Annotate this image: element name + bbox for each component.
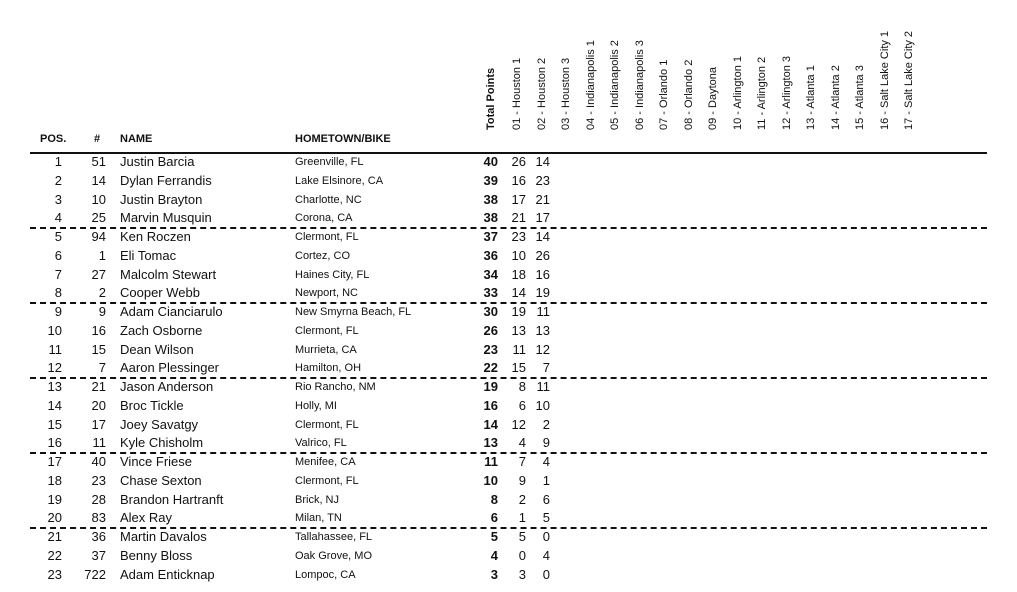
position-cell: 6	[54, 247, 62, 263]
total-points-cell: 6	[490, 510, 498, 526]
header-round-label: 10 - Arlington 1	[731, 56, 744, 130]
round-1-points-cell: 7	[518, 454, 526, 469]
table-row	[0, 453, 1017, 471]
table-row	[0, 266, 1017, 284]
number-cell: 94	[91, 229, 106, 244]
table-row	[0, 322, 1017, 340]
round-2-points-cell: 7	[542, 360, 550, 376]
position-cell: 22	[47, 547, 62, 563]
round-2-points-cell: 16	[535, 266, 550, 282]
header-round	[830, 12, 844, 142]
hometown-cell: Charlotte, NC	[295, 193, 362, 206]
round-1-points-cell: 23	[511, 229, 526, 244]
position-cell: 9	[54, 304, 62, 319]
round-2-points-cell: 5	[542, 510, 550, 526]
table-row	[0, 491, 1017, 509]
total-points-cell: 23	[483, 341, 498, 357]
table-row	[0, 416, 1017, 434]
number-cell: 28	[91, 491, 106, 507]
number-cell: 36	[91, 529, 106, 544]
table-row	[0, 284, 1017, 302]
round-2-points-cell: 12	[535, 341, 550, 357]
header-round	[854, 12, 868, 142]
header-pos: POS.	[40, 133, 67, 145]
position-cell: 17	[47, 454, 62, 469]
header-round-label: 07 - Orlando 1	[658, 59, 670, 130]
header-round-label: 09 - Daytona	[707, 67, 719, 130]
header-round-label: 01 - Houston 1	[511, 57, 523, 130]
round-2-points-cell: 2	[542, 416, 550, 432]
total-points-cell: 8	[490, 491, 498, 507]
number-cell: 16	[91, 322, 106, 338]
table-row	[0, 547, 1017, 565]
header-round	[756, 12, 770, 142]
hometown-cell: Newport, NC	[295, 287, 358, 300]
table-row	[0, 434, 1017, 452]
round-1-points-cell: 3	[518, 566, 526, 582]
total-points-cell: 30	[483, 304, 498, 319]
round-2-points-cell: 4	[542, 454, 550, 469]
header-round	[732, 12, 746, 142]
rider-name-cell: Adam Cianciarulo	[120, 304, 223, 319]
hometown-cell: Haines City, FL	[295, 268, 370, 281]
round-2-points-cell: 4	[542, 547, 550, 563]
round-1-points-cell: 5	[518, 529, 526, 544]
position-cell: 2	[54, 172, 62, 188]
header-round	[609, 12, 623, 142]
round-1-points-cell: 21	[511, 210, 526, 226]
round-1-points-cell: 15	[511, 360, 526, 376]
hometown-cell: Clermont, FL	[295, 474, 359, 487]
round-1-points-cell: 17	[511, 191, 526, 207]
header-round	[781, 12, 795, 142]
hometown-cell: Greenville, FL	[295, 156, 364, 168]
position-cell: 12	[47, 360, 62, 376]
total-points-cell: 40	[483, 154, 498, 169]
total-points-cell: 11	[484, 454, 498, 469]
round-2-points-cell: 9	[542, 435, 550, 451]
rider-name-cell: Chase Sexton	[120, 472, 202, 488]
round-1-points-cell: 19	[511, 304, 526, 319]
table-row	[0, 191, 1017, 209]
hometown-cell: Brick, NJ	[295, 493, 339, 506]
rider-name-cell: Kyle Chisholm	[120, 435, 204, 451]
table-row	[0, 378, 1017, 396]
total-points-cell: 34	[483, 266, 498, 282]
header-round-label: 05 - Indianapolis 2	[609, 40, 621, 130]
rider-name-cell: Malcolm Stewart	[120, 266, 217, 282]
total-points-cell: 38	[483, 210, 498, 226]
position-cell: 16	[47, 435, 62, 451]
hometown-cell: Cortez, CO	[295, 249, 351, 262]
header-round-label: 08 - Orlando 2	[682, 59, 695, 130]
position-cell: 8	[54, 285, 62, 301]
round-2-points-cell: 6	[542, 491, 550, 507]
round-1-points-cell: 13	[511, 322, 526, 338]
total-points-cell: 4	[490, 547, 498, 563]
round-2-points-cell: 19	[535, 285, 550, 301]
hometown-cell: Corona, CA	[295, 212, 353, 225]
header-round	[707, 12, 721, 142]
number-cell: 25	[91, 210, 106, 226]
header-round	[536, 12, 550, 142]
position-cell: 3	[54, 191, 62, 207]
table-row	[0, 228, 1017, 246]
round-1-points-cell: 6	[518, 397, 526, 413]
header-round	[560, 12, 574, 142]
table-row	[0, 472, 1017, 490]
round-1-points-cell: 4	[518, 435, 526, 451]
hometown-cell: Lake Elsinore, CA	[295, 174, 384, 187]
number-cell: 23	[91, 472, 106, 488]
hometown-cell: Hamilton, OH	[295, 362, 362, 375]
rider-name-cell: Benny Bloss	[120, 547, 193, 563]
position-cell: 20	[47, 510, 62, 526]
round-1-points-cell: 2	[518, 491, 526, 507]
header-round	[511, 12, 525, 142]
total-points-cell: 3	[490, 566, 498, 582]
round-1-points-cell: 11	[512, 341, 526, 357]
header-round	[683, 12, 697, 142]
number-cell: 9	[98, 304, 106, 319]
rider-name-cell: Cooper Webb	[120, 285, 200, 301]
rider-name-cell: Joey Savatgy	[120, 416, 199, 432]
header-round-label: 16 - Salt Lake City 1	[878, 30, 891, 130]
rider-name-cell: Aaron Plessinger	[120, 360, 219, 376]
number-cell: 15	[91, 341, 106, 357]
header-round	[805, 12, 819, 142]
hometown-cell: Clermont, FL	[295, 324, 359, 337]
round-1-points-cell: 16	[511, 172, 526, 188]
rider-name-cell: Dean Wilson	[120, 341, 194, 357]
round-1-points-cell: 14	[511, 285, 526, 301]
header-round	[879, 12, 893, 142]
rider-name-cell: Vince Friese	[120, 454, 193, 469]
header-round-label: 14 - Atlanta 2	[829, 65, 842, 130]
rider-name-cell: Broc Tickle	[120, 397, 184, 413]
rider-name-cell: Adam Enticknap	[120, 566, 215, 582]
total-points-cell: 13	[483, 435, 498, 451]
round-1-points-cell: 1	[518, 510, 526, 526]
table-row	[0, 397, 1017, 415]
total-points-cell: 19	[483, 379, 498, 394]
total-points-cell: 39	[483, 172, 498, 188]
round-2-points-cell: 26	[535, 247, 550, 263]
hometown-cell: Lompoc, CA	[295, 568, 356, 581]
round-2-points-cell: 13	[535, 322, 550, 338]
header-hometown: HOMETOWN/BIKE	[295, 133, 391, 145]
hometown-cell: Tallahassee, FL	[295, 531, 373, 543]
total-points-cell: 22	[483, 360, 498, 376]
hometown-cell: Oak Grove, MO	[295, 549, 373, 562]
round-2-points-cell: 11	[536, 379, 550, 394]
total-points-cell: 36	[483, 247, 498, 263]
header-round-label: 13 - Atlanta 1	[805, 65, 817, 130]
round-1-points-cell: 9	[518, 472, 526, 488]
header-round	[658, 12, 672, 142]
rider-name-cell: Eli Tomac	[120, 247, 177, 263]
total-points-cell: 14	[483, 416, 498, 432]
number-cell: 27	[91, 266, 106, 282]
table-row	[0, 341, 1017, 359]
hometown-cell: Murrieta, CA	[295, 343, 357, 356]
round-2-points-cell: 21	[535, 191, 550, 207]
rider-name-cell: Justin Barcia	[120, 154, 195, 169]
round-2-points-cell: 14	[535, 154, 550, 169]
position-cell: 15	[47, 416, 62, 432]
round-2-points-cell: 10	[535, 397, 550, 413]
round-2-points-cell: 23	[535, 172, 550, 188]
number-cell: 722	[84, 566, 106, 582]
header-round-label: 15 - Atlanta 3	[854, 65, 866, 130]
round-1-points-cell: 10	[511, 247, 526, 263]
rider-name-cell: Marvin Musquin	[120, 210, 212, 226]
round-1-points-cell: 12	[511, 416, 526, 432]
rider-name-cell: Zach Osborne	[120, 322, 203, 338]
position-cell: 23	[47, 566, 62, 582]
number-cell: 83	[91, 510, 106, 526]
round-1-points-cell: 0	[518, 547, 526, 563]
number-cell: 11	[92, 435, 106, 451]
position-cell: 5	[54, 229, 62, 244]
total-points-cell: 16	[483, 397, 498, 413]
header-round	[903, 12, 917, 142]
table-row	[0, 528, 1017, 546]
table-row	[0, 247, 1017, 265]
header-round	[585, 12, 599, 142]
table-row	[0, 566, 1017, 584]
position-cell: 13	[47, 379, 62, 394]
table-row	[0, 303, 1017, 321]
total-points-cell: 38	[483, 191, 498, 207]
header-round-label: 02 - Houston 2	[535, 57, 548, 130]
round-2-points-cell: 14	[535, 229, 550, 244]
rider-name-cell: Alex Ray	[120, 510, 173, 526]
total-points-cell: 37	[483, 229, 498, 244]
position-cell: 4	[54, 210, 62, 226]
round-2-points-cell: 11	[536, 304, 550, 319]
number-cell: 40	[91, 454, 106, 469]
round-2-points-cell: 0	[542, 529, 550, 544]
header-round-label: 17 - Salt Lake City 2	[903, 30, 915, 130]
table-row	[0, 153, 1017, 171]
hometown-cell: Milan, TN	[295, 512, 342, 525]
number-cell: 7	[98, 360, 106, 376]
position-cell: 7	[54, 266, 62, 282]
rider-name-cell: Jason Anderson	[120, 379, 214, 394]
number-cell: 51	[91, 154, 106, 169]
total-points-cell: 5	[490, 529, 498, 544]
rider-name-cell: Dylan Ferrandis	[120, 172, 212, 188]
total-points-cell: 33	[483, 285, 498, 301]
number-cell: 10	[91, 191, 106, 207]
header-round-label: 03 - Houston 3	[560, 57, 572, 130]
round-1-points-cell: 8	[518, 379, 526, 394]
table-row	[0, 209, 1017, 227]
position-cell: 11	[48, 341, 62, 357]
header-round-label: 06 - Indianapolis 3	[633, 40, 646, 130]
hometown-cell: Clermont, FL	[295, 231, 359, 243]
header-round-label: 11 - Arlington 2	[756, 56, 768, 130]
hometown-cell: Clermont, FL	[295, 418, 359, 431]
hometown-cell: Valrico, FL	[295, 437, 347, 450]
position-cell: 21	[47, 529, 62, 544]
header-round-label: 12 - Arlington 3	[780, 56, 793, 130]
number-cell: 14	[91, 172, 106, 188]
number-cell: 17	[91, 416, 106, 432]
header-round	[634, 12, 648, 142]
number-cell: 1	[98, 247, 106, 263]
header-round-label: 04 - Indianapolis 1	[584, 40, 597, 130]
rider-name-cell: Brandon Hartranft	[120, 491, 224, 507]
position-cell: 14	[47, 397, 62, 413]
round-2-points-cell: 17	[535, 210, 550, 226]
table-row	[0, 359, 1017, 377]
header-name: NAME	[120, 133, 153, 145]
position-cell: 10	[47, 322, 62, 338]
hometown-cell: New Smyrna Beach, FL	[295, 306, 412, 318]
number-cell: 20	[91, 397, 106, 413]
hometown-cell: Rio Rancho, NM	[295, 381, 376, 393]
number-cell: 2	[98, 285, 106, 301]
hometown-cell: Menifee, CA	[295, 456, 356, 468]
round-2-points-cell: 0	[542, 566, 550, 582]
total-points-cell: 10	[483, 472, 498, 488]
round-1-points-cell: 26	[511, 154, 526, 169]
total-points-cell: 26	[483, 322, 498, 338]
rider-name-cell: Ken Roczen	[120, 229, 191, 244]
hometown-cell: Holly, MI	[295, 399, 337, 412]
position-cell: 18	[47, 472, 62, 488]
round-2-points-cell: 1	[542, 472, 550, 488]
position-cell: 1	[54, 154, 62, 169]
header-number: #	[94, 133, 101, 145]
table-row	[0, 172, 1017, 190]
rider-name-cell: Justin Brayton	[120, 191, 203, 207]
table-row	[0, 509, 1017, 527]
rider-name-cell: Martin Davalos	[120, 529, 207, 544]
header-total-points: Total Points	[485, 67, 497, 130]
round-1-points-cell: 18	[511, 266, 526, 282]
position-cell: 19	[47, 491, 62, 507]
number-cell: 21	[91, 379, 106, 394]
number-cell: 37	[91, 547, 106, 563]
